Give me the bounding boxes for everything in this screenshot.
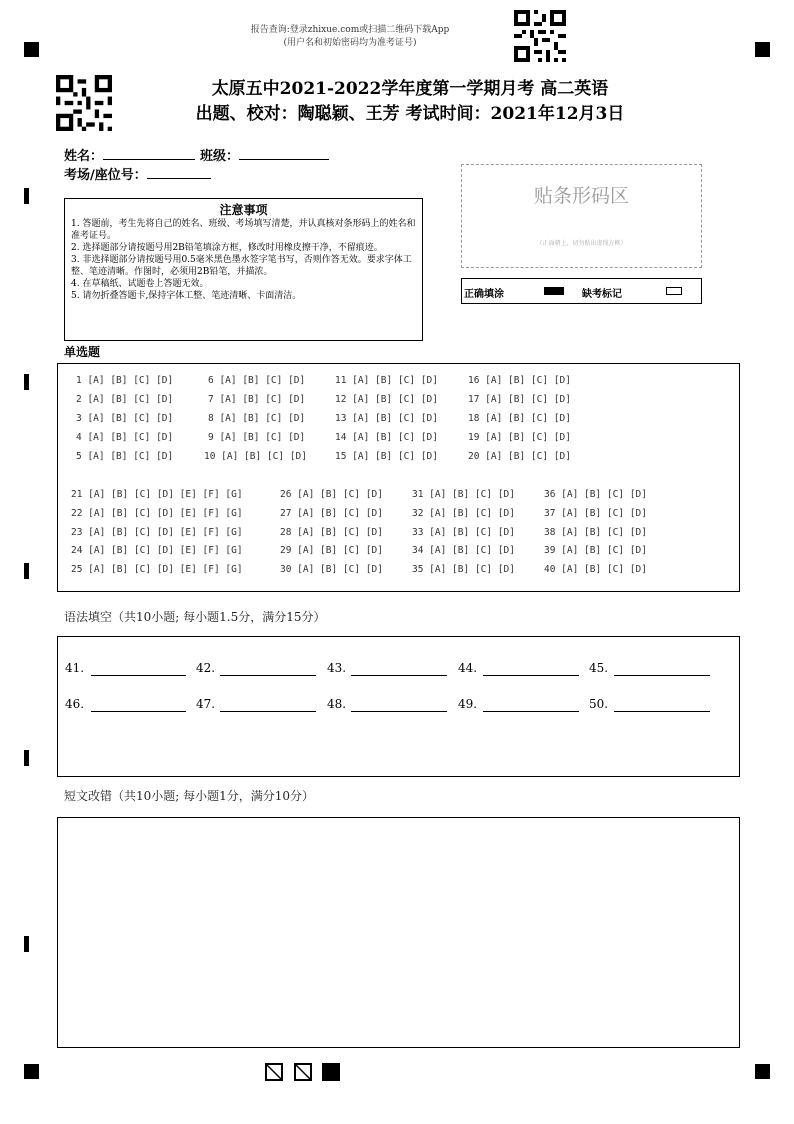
notice-item: 1. 答题前，考生先将自己的姓名、班级、考场填写清楚，并认真核对条形码上的姓名和准考证号。: [71, 219, 416, 241]
choice-item[interactable]: 18 [A] [B] [C] [D]: [468, 413, 571, 424]
blank-number: 42.: [196, 661, 216, 675]
notice-title: 注意事项: [219, 203, 268, 217]
choice-item[interactable]: 3 [A] [B] [C] [D]: [76, 413, 174, 424]
choice-item[interactable]: 23 [A] [B] [C] [D] [E] [F] [G]: [71, 527, 243, 538]
notice-item: 4. 在草稿纸、试题卷上答题无效。: [71, 279, 209, 289]
notice-box: [64, 198, 423, 341]
exam-subtitle: 出题、校对：陶聪颖、王芳 考试时间：2021年12月3日: [195, 104, 625, 124]
name-blank[interactable]: [103, 145, 195, 160]
choice-item[interactable]: 12 [A] [B] [C] [D]: [335, 394, 438, 405]
class-label: 班级：: [200, 149, 240, 164]
answer-blank[interactable]: [220, 711, 316, 712]
choice-item[interactable]: 32 [A] [B] [C] [D]: [412, 508, 515, 519]
blank-number: 47.: [196, 697, 216, 711]
blank-number: 45.: [589, 661, 609, 675]
corner-mark-top-right: [755, 42, 770, 57]
choice-item[interactable]: 2 [A] [B] [C] [D]: [76, 394, 174, 405]
grammar-title: 语法填空（共10小题; 每小题1.5分，满分15分）: [64, 610, 326, 624]
choice-item[interactable]: 21 [A] [B] [C] [D] [E] [F] [G]: [71, 489, 243, 500]
choice-item[interactable]: 25 [A] [B] [C] [D] [E] [F] [G]: [71, 564, 243, 575]
notice-item: 3. 非选择题部分请按题号用0.5毫米黑色墨水签字笔书写，否则作答无效。要求字体工整、笔迹清晰。作图时，必须用2B铅笔，并描浓。: [71, 255, 412, 277]
app-qr-code[interactable]: [514, 10, 566, 62]
answer-blank[interactable]: [91, 711, 186, 712]
barcode-area: [461, 164, 702, 268]
seat-label: 考场/座位号：: [64, 168, 147, 183]
timing-mark: [24, 188, 29, 204]
seat-blank[interactable]: [147, 164, 211, 179]
choice-item[interactable]: 27 [A] [B] [C] [D]: [280, 508, 383, 519]
choice-item[interactable]: 13 [A] [B] [C] [D]: [335, 413, 438, 424]
report-line-2: (用户名和初始密码均为准考证号): [283, 38, 417, 48]
single-choice-title: 单选题: [64, 345, 101, 359]
answer-blank[interactable]: [91, 675, 186, 676]
blank-number: 43.: [327, 661, 347, 675]
choice-item[interactable]: 28 [A] [B] [C] [D]: [280, 527, 383, 538]
grammar-box: [57, 636, 740, 777]
single-choice-box: [57, 363, 740, 592]
choice-item[interactable]: 11 [A] [B] [C] [D]: [335, 375, 438, 386]
correct-fill-label: 正确填涂: [464, 289, 504, 300]
blank-number: 48.: [327, 697, 347, 711]
timing-mark: [24, 374, 29, 390]
answer-blank[interactable]: [351, 711, 447, 712]
correction-answer-area[interactable]: [57, 817, 740, 1048]
filled-box-marker: [322, 1063, 340, 1081]
card-qr-code: [56, 75, 112, 131]
timing-mark: [24, 750, 29, 766]
choice-item[interactable]: 14 [A] [B] [C] [D]: [335, 432, 438, 443]
blank-number: 50.: [589, 697, 609, 711]
corner-mark-bottom-right: [755, 1064, 770, 1079]
choice-item[interactable]: 16 [A] [B] [C] [D]: [468, 375, 571, 386]
choice-item[interactable]: 36 [A] [B] [C] [D]: [544, 489, 647, 500]
choice-item[interactable]: 20 [A] [B] [C] [D]: [468, 451, 571, 462]
name-field[interactable]: [64, 145, 195, 164]
choice-item[interactable]: 8 [A] [B] [C] [D]: [208, 413, 306, 424]
blank-number: 49.: [458, 697, 478, 711]
fill-legend: [461, 278, 702, 304]
choice-item[interactable]: 31 [A] [B] [C] [D]: [412, 489, 515, 500]
choice-item[interactable]: 6 [A] [B] [C] [D]: [208, 375, 306, 386]
blank-number: 46.: [65, 697, 85, 711]
choice-item[interactable]: 35 [A] [B] [C] [D]: [412, 564, 515, 575]
seat-field[interactable]: [64, 164, 211, 183]
choice-item[interactable]: 1 [A] [B] [C] [D]: [76, 375, 174, 386]
choice-item[interactable]: 17 [A] [B] [C] [D]: [468, 394, 571, 405]
choice-item[interactable]: 26 [A] [B] [C] [D]: [280, 489, 383, 500]
correction-title: 短文改错（共10小题; 每小题1分，满分10分）: [64, 789, 315, 803]
choice-item[interactable]: 33 [A] [B] [C] [D]: [412, 527, 515, 538]
choice-item[interactable]: 29 [A] [B] [C] [D]: [280, 545, 383, 556]
crossed-box-marker: [294, 1063, 312, 1081]
class-field[interactable]: [200, 145, 329, 164]
report-query-note: [0, 24, 700, 50]
blank-number: 41.: [65, 661, 85, 675]
barcode-hint: （正面朝上，切勿贴出虚线方框）: [536, 240, 627, 247]
answer-blank[interactable]: [483, 711, 579, 712]
corner-mark-bottom-left: [24, 1064, 39, 1079]
choice-item[interactable]: 9 [A] [B] [C] [D]: [208, 432, 306, 443]
answer-blank[interactable]: [483, 675, 579, 676]
choice-item[interactable]: 24 [A] [B] [C] [D] [E] [F] [G]: [71, 545, 243, 556]
timing-mark: [24, 563, 29, 579]
choice-item[interactable]: 34 [A] [B] [C] [D]: [412, 545, 515, 556]
blank-number: 44.: [458, 661, 478, 675]
answer-blank[interactable]: [220, 675, 316, 676]
answer-blank[interactable]: [614, 675, 710, 676]
crossed-box-marker: [265, 1063, 283, 1081]
correct-fill-sample: [544, 287, 564, 295]
report-line-1: 报告查询:登录zhixue.com或扫描二维码下载App: [250, 25, 450, 35]
choice-item[interactable]: 22 [A] [B] [C] [D] [E] [F] [G]: [71, 508, 243, 519]
timing-mark: [24, 936, 29, 952]
choice-item[interactable]: 37 [A] [B] [C] [D]: [544, 508, 647, 519]
barcode-label: 贴条形码区: [533, 185, 629, 207]
exam-title: 太原五中2021-2022学年度第一学期月考 高二英语: [211, 79, 609, 99]
notice-item: 2. 选择题部分请按题号用2B铅笔填涂方框，修改时用橡皮擦干净，不留痕迹。: [71, 243, 383, 253]
choice-item[interactable]: 39 [A] [B] [C] [D]: [544, 545, 647, 556]
choice-item[interactable]: 19 [A] [B] [C] [D]: [468, 432, 571, 443]
choice-item[interactable]: 7 [A] [B] [C] [D]: [208, 394, 306, 405]
missing-mark-checkbox[interactable]: [666, 287, 682, 295]
missing-mark-label: 缺考标记: [582, 289, 622, 300]
choice-item[interactable]: 4 [A] [B] [C] [D]: [76, 432, 174, 443]
choice-item[interactable]: 15 [A] [B] [C] [D]: [335, 451, 438, 462]
answer-blank[interactable]: [351, 675, 447, 676]
notice-item: 5. 请勿折叠答题卡,保持字体工整、笔迹清晰、卡面清洁。: [71, 291, 302, 301]
choice-item[interactable]: 10 [A] [B] [C] [D]: [204, 451, 307, 462]
choice-item[interactable]: 30 [A] [B] [C] [D]: [280, 564, 383, 575]
choice-item[interactable]: 38 [A] [B] [C] [D]: [544, 527, 647, 538]
choice-item[interactable]: 40 [A] [B] [C] [D]: [544, 564, 647, 575]
class-blank[interactable]: [239, 145, 329, 160]
choice-item[interactable]: 5 [A] [B] [C] [D]: [76, 451, 174, 462]
name-label: 姓名：: [64, 149, 104, 164]
answer-blank[interactable]: [614, 711, 710, 712]
